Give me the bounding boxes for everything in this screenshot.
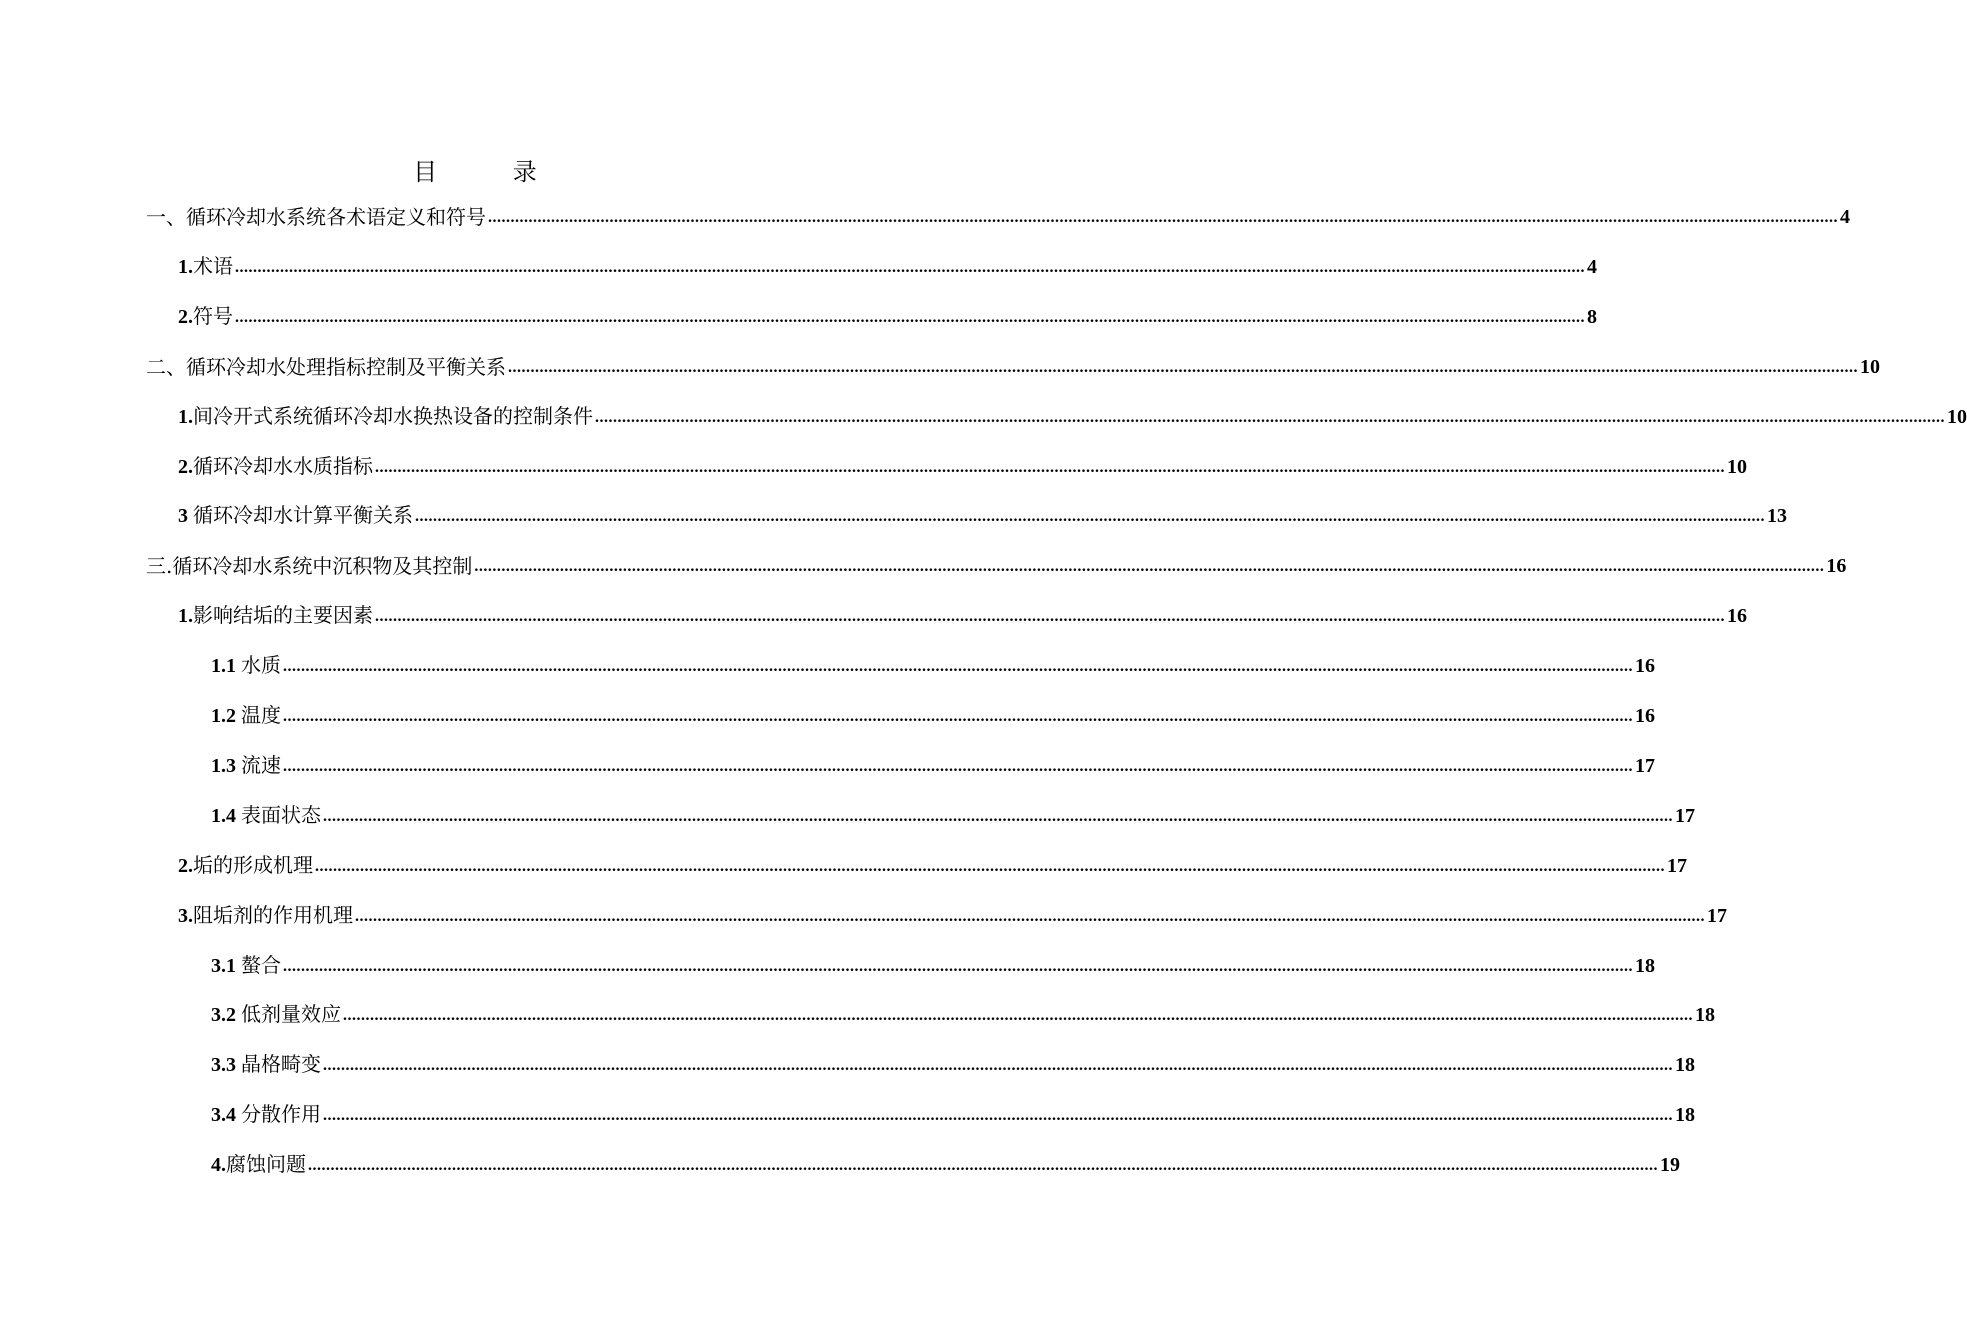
toc-entry[interactable] (211, 799, 1695, 829)
toc-entry-title (178, 403, 593, 430)
toc-entry-number: 3. (178, 905, 193, 927)
toc-entry[interactable] (211, 1098, 1695, 1128)
toc-entry-title (178, 602, 373, 629)
toc-entry-title (211, 1151, 306, 1178)
toc-page-number: 4 (1840, 206, 1850, 228)
toc-entry-text: 循环冷却水计算平衡关系 (193, 503, 413, 527)
toc-leader-dots: ............................................................................................................................................................................................................................................................................................................ (235, 309, 1585, 326)
toc-entry-number: 2. (178, 456, 193, 478)
toc-entry-text: 三.循环冷却水系统中沉积物及其控制 (146, 554, 473, 578)
toc-entry-number: 1.2 (211, 705, 241, 727)
toc-entry-text: 阻垢剂的作用机理 (193, 903, 353, 927)
toc-entry-text: 一、循环冷却水系统各术语定义和符号 (146, 205, 486, 229)
toc-page-number: 10 (1947, 406, 1967, 428)
toc-entry-number: 3.2 (211, 1004, 241, 1026)
toc-page-number: 16 (1826, 555, 1847, 577)
toc-entry-text: 符号 (193, 304, 233, 328)
toc-entry-title (211, 802, 321, 829)
toc-entry-number: 2. (178, 855, 193, 877)
toc-leader-dots: ............................................................................................................................................................................................................................................................................................................ (283, 708, 1633, 725)
toc-entry-text: 表面状态 (241, 803, 321, 827)
toc-entry[interactable] (211, 998, 1715, 1028)
toc-leader-dots: ............................................................................................................................................................................................................................................................................................................ (315, 858, 1665, 875)
toc-leader-dots: ............................................................................................................................................................................................................................................................................................................ (323, 1107, 1673, 1124)
toc-page-number: 18 (1635, 955, 1655, 977)
toc-leader-dots: ............................................................................................................................................................................................................................................................................................................ (283, 758, 1633, 775)
toc-page-number: 8 (1587, 306, 1597, 328)
toc-leader-dots: ............................................................................................................................................................................................................................................................................................................ (508, 359, 1858, 376)
toc-entry-title (211, 1001, 341, 1028)
toc-leader-dots: ............................................................................................................................................................................................................................................................................................................ (308, 1157, 1658, 1174)
toc-entry-number: 3.3 (211, 1054, 241, 1076)
toc-leader-dots: ............................................................................................................................................................................................................................................................................................................ (375, 608, 1725, 625)
toc-entry[interactable] (211, 749, 1655, 779)
toc-entry-text: 腐蚀问题 (226, 1152, 306, 1176)
toc-entry-title (146, 354, 506, 380)
toc-entry-number: 1.4 (211, 805, 241, 827)
toc-leader-dots: ............................................................................................................................................................................................................................................................................................................ (343, 1007, 1693, 1024)
toc-entry-text: 水质 (241, 653, 281, 677)
toc-entry-title (178, 303, 233, 330)
toc-entry-number: 3.4 (211, 1104, 241, 1126)
toc-entry[interactable] (146, 200, 1850, 230)
toc-entry-title (178, 253, 233, 280)
toc-entry-title (178, 852, 313, 879)
toc-entry-number: 3 (178, 505, 193, 527)
toc-entry-number: 1. (178, 256, 193, 278)
toc-leader-dots: ............................................................................................................................................................................................................................................................................................................ (474, 558, 1825, 575)
toc-entry-number: 1.1 (211, 655, 241, 677)
toc-entry-title (178, 902, 353, 929)
toc-page-number: 16 (1635, 705, 1655, 727)
toc-entry-title (178, 453, 373, 480)
toc-entry-text: 螯合 (241, 953, 281, 977)
toc-page-number: 19 (1660, 1154, 1680, 1176)
toc-entry-title (211, 952, 281, 979)
toc-page-number: 17 (1635, 755, 1655, 777)
toc-entry-text: 低剂量效应 (241, 1002, 341, 1026)
toc-leader-dots: ............................................................................................................................................................................................................................................................................................................ (323, 808, 1673, 825)
toc-entry-number: 1. (178, 406, 193, 428)
toc-entry-title (211, 1051, 321, 1078)
toc-entry[interactable] (211, 1048, 1695, 1078)
toc-leader-dots: ............................................................................................................................................................................................................................................................................................................ (415, 508, 1765, 525)
toc-entry-text: 垢的形成机理 (193, 853, 313, 877)
toc-entry[interactable] (178, 599, 1747, 629)
toc-entry-title (211, 752, 281, 779)
toc-entry-number: 1. (178, 605, 193, 627)
toc-entry[interactable] (211, 699, 1655, 729)
toc-entry-text: 术语 (193, 254, 233, 278)
toc-leader-dots: ............................................................................................................................................................................................................................................................................................................ (283, 658, 1633, 675)
toc-entry-text: 晶格畸变 (241, 1052, 321, 1076)
toc-entry[interactable] (178, 250, 1597, 280)
toc-page-number: 13 (1767, 505, 1787, 527)
toc-page-number: 17 (1675, 805, 1695, 827)
toc-page-number: 18 (1675, 1054, 1695, 1076)
toc-entry-title (211, 1101, 321, 1128)
toc-page-number: 18 (1695, 1004, 1715, 1026)
toc-leader-dots: ............................................................................................................................................................................................................................................................................................................ (235, 259, 1585, 276)
toc-entry-text: 循环冷却水水质指标 (193, 454, 373, 478)
toc-entry-number: 2. (178, 306, 193, 328)
toc-entry[interactable] (178, 849, 1687, 879)
toc-entry[interactable] (178, 899, 1727, 929)
toc-entry[interactable] (178, 499, 1787, 529)
toc-page-number: 10 (1860, 356, 1880, 378)
toc-page-number: 4 (1587, 256, 1597, 278)
toc-entry-title (178, 502, 413, 529)
toc-entry[interactable] (178, 450, 1747, 480)
toc-entry[interactable] (211, 949, 1655, 979)
toc-entry[interactable] (146, 549, 1847, 579)
toc-entry[interactable] (178, 400, 1967, 430)
toc-entry-title (211, 652, 281, 679)
toc-leader-dots: ............................................................................................................................................................................................................................................................................................................ (283, 958, 1633, 975)
toc-entry-number: 4. (211, 1154, 226, 1176)
toc-title: 目 录 (413, 158, 571, 186)
toc-entry-text: 温度 (241, 703, 281, 727)
toc-page-number: 17 (1667, 855, 1687, 877)
toc-leader-dots: ............................................................................................................................................................................................................................................................................................................ (375, 459, 1725, 476)
toc-entry-title (146, 204, 486, 230)
toc-entry-number: 3.1 (211, 955, 241, 977)
toc-entry-text: 流速 (241, 753, 281, 777)
toc-entry[interactable] (178, 300, 1597, 330)
toc-entry-text: 影响结垢的主要因素 (193, 603, 373, 627)
toc-entry[interactable] (211, 1148, 1680, 1178)
toc-page-number: 18 (1675, 1104, 1695, 1126)
toc-entry[interactable] (211, 649, 1655, 679)
toc-page-number: 10 (1727, 456, 1747, 478)
toc-entry[interactable] (146, 350, 1880, 380)
toc-entry-title (211, 702, 281, 729)
toc-page-number: 17 (1707, 905, 1727, 927)
toc-entry-text: 间冷开式系统循环冷却水换热设备的控制条件 (193, 404, 593, 428)
toc-leader-dots: ............................................................................................................................................................................................................................................................................................................ (355, 908, 1705, 925)
toc-page-number: 16 (1635, 655, 1655, 677)
toc-entry-title (146, 553, 472, 579)
toc-page-number: 16 (1727, 605, 1747, 627)
toc-entry-text: 分散作用 (241, 1102, 321, 1126)
toc-leader-dots: ............................................................................................................................................................................................................................................................................................................ (488, 209, 1838, 226)
toc-leader-dots: ............................................................................................................................................................................................................................................................................................................ (323, 1057, 1673, 1074)
toc-entry-number: 1.3 (211, 755, 241, 777)
toc-leader-dots: ............................................................................................................................................................................................................................................................................................................ (595, 409, 1945, 426)
toc-entry-text: 二、循环冷却水处理指标控制及平衡关系 (146, 355, 506, 379)
